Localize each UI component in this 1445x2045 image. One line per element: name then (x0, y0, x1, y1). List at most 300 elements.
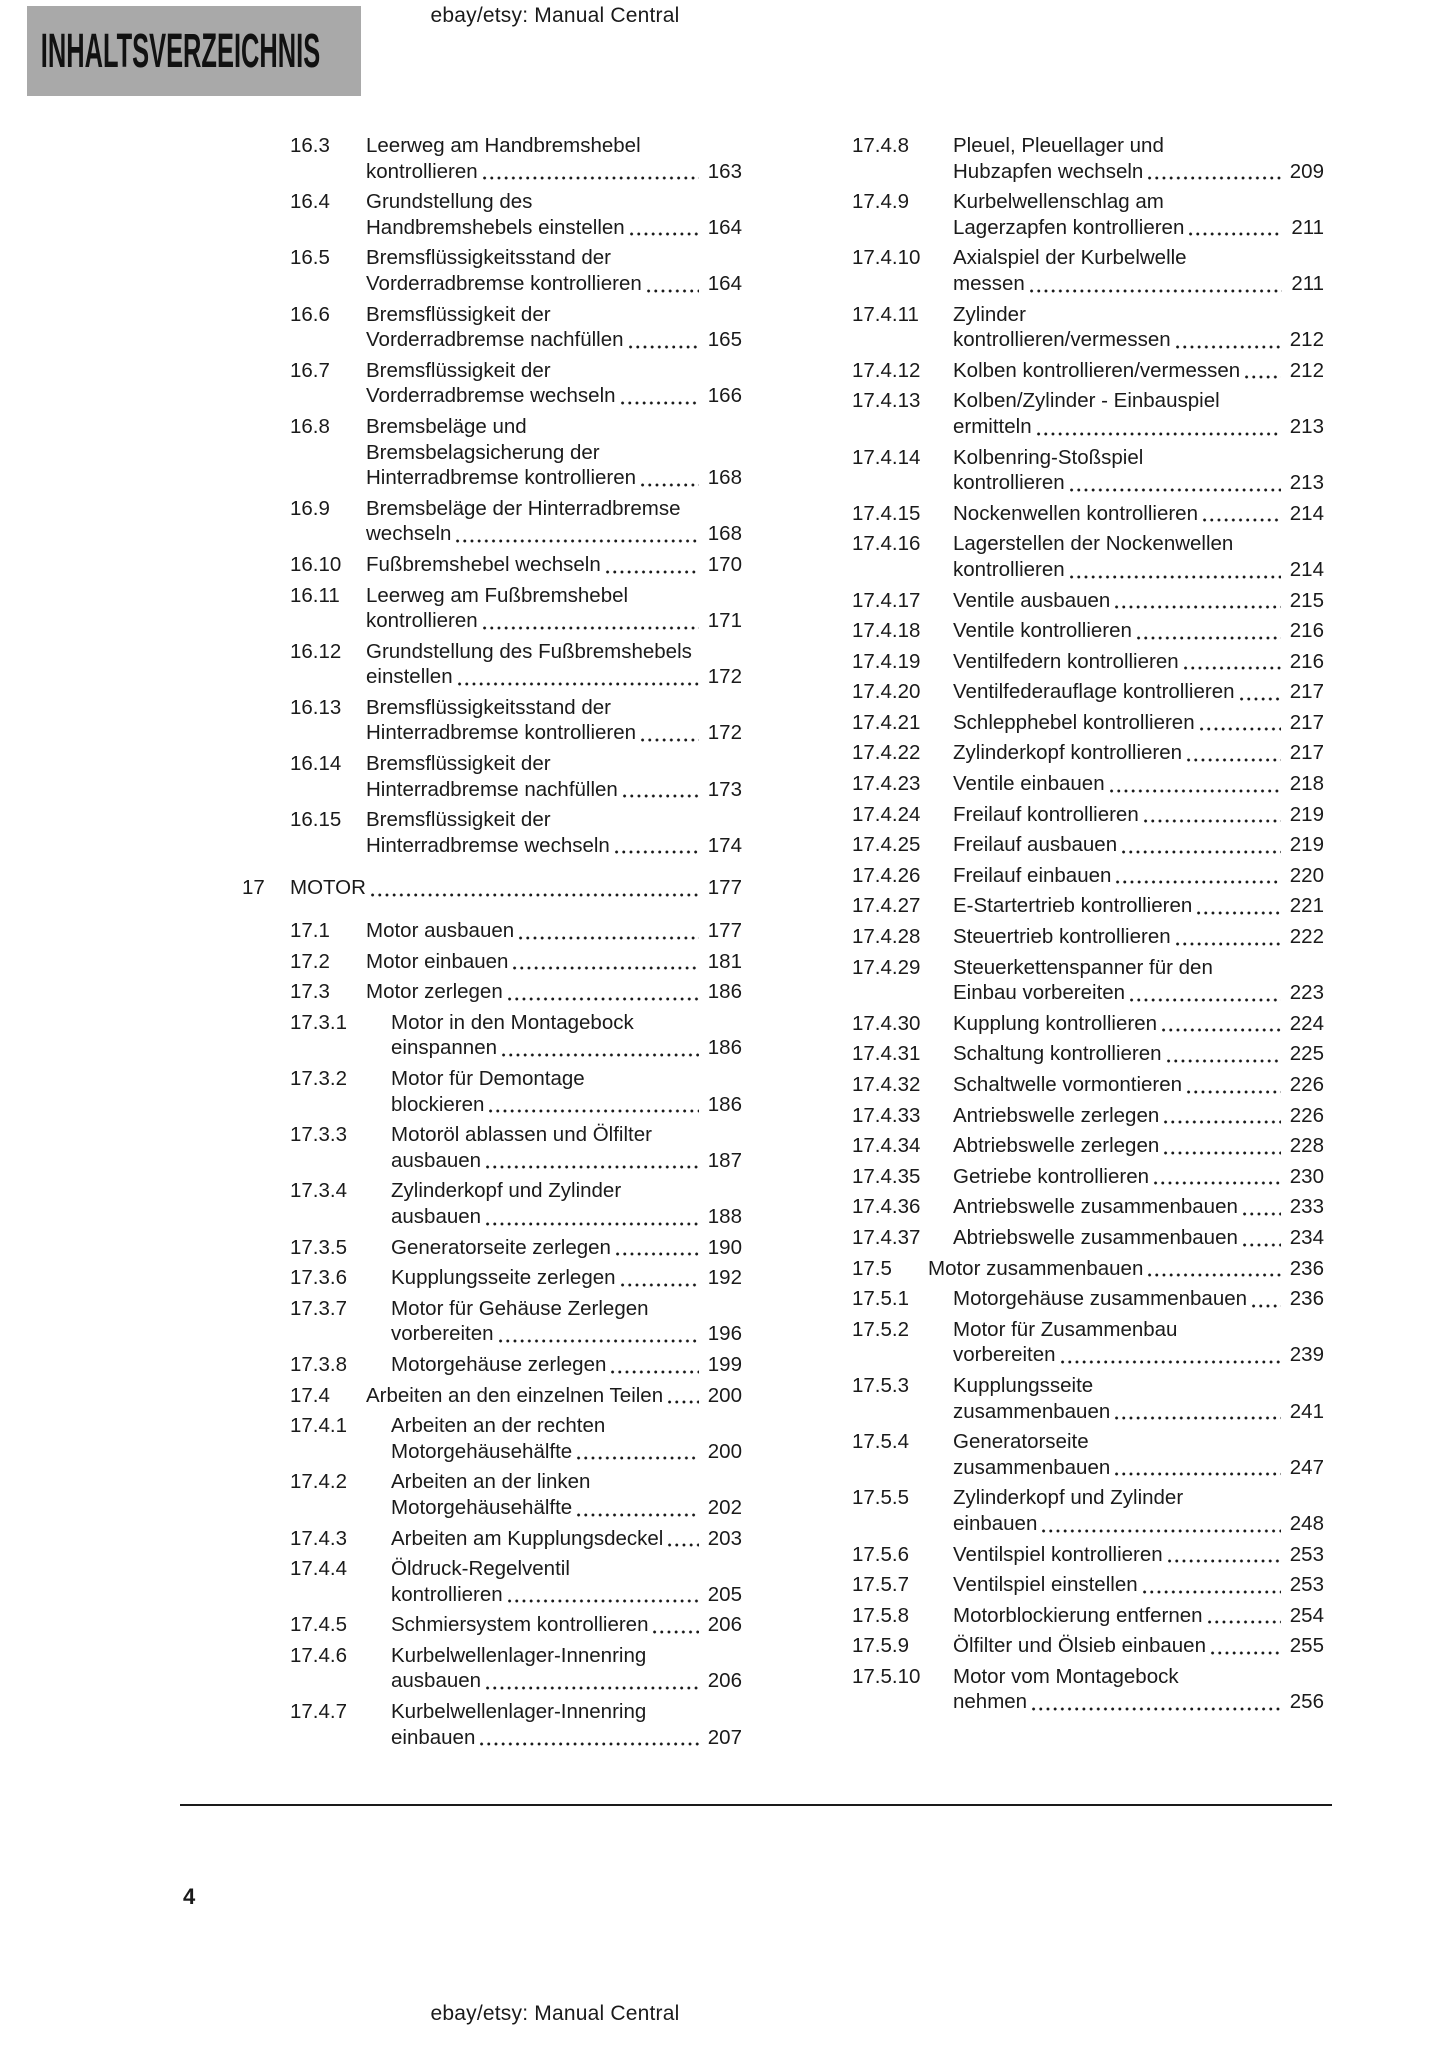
toc-entry-page: 222 (1289, 925, 1324, 949)
toc-entry (804, 358, 1324, 384)
toc-entry-page: 226 (1289, 1103, 1324, 1127)
toc-entry (242, 1469, 742, 1520)
toc-entry (242, 1413, 742, 1464)
toc-entry-title (953, 863, 1324, 889)
toc-entry-page: 203 (707, 1526, 742, 1550)
toc-entry-page: 254 (1289, 1603, 1324, 1627)
toc-entry-title (953, 1317, 1324, 1368)
toc-entry-number: 17.3.5 (290, 1235, 347, 1259)
toc-entry-text-line: Bremsflüssigkeitsstand der (366, 695, 611, 719)
toc-entry (804, 588, 1324, 614)
dot-leader (484, 1668, 699, 1694)
dot-leader (1165, 1041, 1281, 1067)
toc-entry-number: 17.4.29 (852, 955, 921, 979)
toc-entry-title (953, 358, 1324, 384)
toc-entry-number: 17.3.7 (290, 1296, 347, 1320)
toc-entry-title (391, 1352, 742, 1378)
toc-entry-text-line: Fußbremshebel wechseln (366, 552, 601, 576)
toc-entry-title (953, 1164, 1324, 1190)
toc-entry-text-line: Leerweg am Fußbremshebel (366, 583, 629, 607)
toc-entry-title (391, 1469, 742, 1520)
toc-entry (242, 1643, 742, 1694)
toc-entry-page: 236 (1289, 1256, 1324, 1280)
toc-entry-title (953, 740, 1324, 766)
dot-leader (1174, 327, 1281, 353)
toc-entry-text-line: blockieren (391, 1092, 485, 1116)
dot-leader (1185, 740, 1281, 766)
toc-entry (804, 189, 1324, 240)
toc-entry-text-line: nehmen (953, 1690, 1028, 1714)
toc-entry-text-line: ermitteln (953, 414, 1032, 438)
toc-entry-title (953, 710, 1324, 736)
toc-entry-text-line: Zylinderkopf und Zylinder (953, 1486, 1184, 1510)
toc-entry-title (953, 1041, 1324, 1067)
toc-entry-number: 17.3.1 (290, 1010, 347, 1034)
toc-entry (804, 740, 1324, 766)
toc-entry-number: 17.4.32 (852, 1073, 921, 1096)
toc-entry-text-line: Generatorseite zerlegen (391, 1235, 611, 1259)
dot-leader (454, 521, 698, 547)
toc-entry-text-line: Motorgehäuse zerlegen (391, 1352, 607, 1376)
toc-entry-number: 17.3.2 (290, 1067, 347, 1090)
toc-entry-text-line: Ventile ausbauen (953, 588, 1111, 612)
toc-entry-text-line: Zylinderkopf kontrollieren (953, 741, 1183, 765)
toc-entry-text-line: Motor für Demontage (391, 1067, 585, 1090)
toc-entry-title (953, 1633, 1324, 1659)
toc-entry-text-line: kontrollieren (366, 159, 478, 183)
toc-entry-title (366, 302, 742, 353)
toc-entry-number: 17 (242, 876, 265, 900)
toc-entry-page: 216 (1289, 619, 1324, 643)
dot-leader (517, 918, 699, 944)
toc-entry-text-line: Kupplung kontrollieren (953, 1011, 1157, 1035)
toc-entry-page: 233 (1289, 1195, 1324, 1219)
toc-entry-text-line: Freilauf ausbauen (953, 833, 1118, 857)
toc-entry-text-line: Einbau vorbereiten (953, 981, 1126, 1005)
toc-entry (242, 583, 742, 634)
toc-entry (804, 802, 1324, 828)
toc-entry-number: 17.4.34 (852, 1134, 921, 1158)
toc-entry-page: 219 (1289, 802, 1324, 826)
toc-entry (242, 807, 742, 858)
toc-entry-text-line: kontrollieren (953, 557, 1065, 581)
toc-entry-number: 16.14 (290, 752, 342, 776)
dot-leader (511, 949, 698, 975)
toc-entry-text-line: kontrollieren (391, 1582, 503, 1606)
toc-entry-text-line: Abtriebswelle zerlegen (953, 1134, 1160, 1158)
dot-leader (1108, 771, 1281, 797)
toc-entry-text-line: Ventilfederauflage kontrollieren (953, 680, 1235, 704)
toc-entry-number: 17.4.31 (852, 1042, 921, 1066)
toc-entry-text-line: Kupplungsseite zerlegen (391, 1266, 616, 1290)
toc-entry-page: 218 (1289, 772, 1324, 796)
toc-entry (804, 302, 1324, 353)
dot-leader (1182, 649, 1281, 675)
toc-entry-title (953, 1603, 1324, 1629)
toc-entry (804, 245, 1324, 296)
toc-entry-title (391, 1235, 742, 1261)
toc-entry-page: 199 (707, 1352, 742, 1376)
toc-entry-page: 172 (707, 721, 742, 745)
toc-entry-title (290, 875, 742, 901)
toc-entry-text-line: Bremsbeläge der Hinterradbremse (366, 496, 681, 520)
toc-entry-text-line: Kurbelwellenlager-Innenring (391, 1643, 647, 1667)
dot-leader (1166, 1542, 1281, 1568)
toc-entry-number: 16.5 (290, 246, 330, 270)
toc-entry-page: 177 (707, 919, 742, 943)
toc-entry (242, 979, 742, 1005)
toc-entry-title (391, 1066, 742, 1117)
toc-entry (242, 552, 742, 578)
toc-entry-page: 187 (707, 1148, 742, 1172)
toc-entry-text-line: Kolben/Zylinder - Einbauspiel (953, 389, 1220, 413)
toc-entry-text-line: Steuertrieb kontrollieren (953, 925, 1171, 949)
toc-entry-text-line: Hinterradbremse kontrollieren (366, 466, 637, 490)
toc-entry-number: 17.4.1 (290, 1414, 347, 1438)
toc-entry-title (953, 1664, 1324, 1715)
toc-entry-number: 16.3 (290, 134, 330, 157)
toc-entry-page: 247 (1289, 1455, 1324, 1479)
toc-entry-page: 213 (1289, 471, 1324, 495)
toc-entry-page: 165 (707, 328, 742, 352)
toc-entry-number: 17.5.6 (852, 1542, 909, 1566)
toc-entry-text-line: Bremsbeläge und (366, 414, 527, 438)
toc-entry-page: 174 (707, 833, 742, 857)
toc-entry (804, 501, 1324, 527)
toc-entry-number: 17.5.10 (852, 1664, 921, 1688)
toc-entry (804, 531, 1324, 582)
dot-leader (478, 1725, 698, 1751)
toc-entry-title (391, 1010, 742, 1061)
toc-entry-page: 172 (707, 665, 742, 689)
toc-entry-title (953, 302, 1324, 353)
toc-entry-number: 17.5.2 (852, 1317, 909, 1341)
toc-entry-page: 248 (1289, 1511, 1324, 1535)
toc-entry (804, 1011, 1324, 1037)
toc-entry-title (953, 1286, 1324, 1312)
toc-entry-page: 228 (1289, 1134, 1324, 1158)
toc-entry-text-line: Bremsflüssigkeitsstand der (366, 246, 611, 270)
toc-entry-text-line: Ventilspiel kontrollieren (953, 1542, 1163, 1566)
toc-entry-page: 168 (707, 522, 742, 546)
toc-entry (242, 1296, 742, 1347)
toc-entry (804, 955, 1324, 1006)
toc-entry (804, 1572, 1324, 1598)
dot-leader (1114, 863, 1280, 889)
toc-entry-number: 17.5.4 (852, 1430, 909, 1454)
toc-entry-number: 17.3.3 (290, 1123, 347, 1147)
dot-leader (1195, 893, 1281, 919)
toc-entry-page: 168 (707, 466, 742, 490)
toc-entry-title (953, 1103, 1324, 1129)
toc-entry-number: 17.4.30 (852, 1011, 921, 1035)
toc-entry (804, 388, 1324, 439)
toc-entry-text-line: Hinterradbremse kontrollieren (366, 721, 637, 745)
toc-entry-text-line: Grundstellung des (366, 190, 533, 214)
toc-entry (804, 618, 1324, 644)
page-title: INHALTSVERZEICHNIS (40, 24, 321, 78)
toc-entry (242, 949, 742, 975)
toc-entry-text-line: vorbereiten (953, 1343, 1056, 1367)
toc-entry-text-line: Motor einbauen (366, 949, 509, 973)
dot-leader (1040, 1511, 1280, 1537)
dot-leader (1068, 470, 1281, 496)
toc-entry-number: 16.6 (290, 302, 330, 326)
toc-entry-text-line: Generatorseite (953, 1430, 1089, 1454)
toc-entry-page: 220 (1289, 863, 1324, 887)
toc-entry-title (953, 1133, 1324, 1159)
toc-entry-page: 207 (707, 1725, 742, 1749)
toc-entry (242, 496, 742, 547)
dot-leader (1243, 358, 1281, 384)
toc-entry-number: 16.4 (290, 190, 330, 214)
toc-entry-title (391, 1178, 742, 1229)
toc-entry-title (953, 893, 1324, 919)
toc-entry-number: 17.2 (290, 949, 330, 973)
toc-entry-title (953, 802, 1324, 828)
toc-entry-number: 17.4.17 (852, 588, 921, 612)
toc-entry (804, 1072, 1324, 1098)
dot-leader (456, 664, 699, 690)
toc-entry-title (953, 588, 1324, 614)
dot-leader (1160, 1011, 1281, 1037)
toc-entry-number: 17.4.24 (852, 802, 921, 826)
toc-entry-number: 17.4.35 (852, 1164, 921, 1188)
toc-entry-text-line: Leerweg am Handbremshebel (366, 134, 641, 157)
toc-entry (804, 1603, 1324, 1629)
toc-entry (804, 1164, 1324, 1190)
toc-entry-number: 17.3.4 (290, 1179, 347, 1203)
toc-entry-text-line: Bremsflüssigkeit der (366, 808, 551, 832)
toc-entry (804, 1256, 1324, 1282)
dot-leader (1198, 710, 1281, 736)
toc-entry-title (953, 189, 1324, 240)
dot-leader (1174, 924, 1281, 950)
toc-entry-text-line: Ventilfedern kontrollieren (953, 649, 1179, 673)
toc-entry-number: 17.4.2 (290, 1470, 347, 1494)
dot-leader (645, 271, 699, 297)
toc-entry (804, 133, 1324, 184)
toc-entry (804, 1542, 1324, 1568)
dot-leader (613, 833, 699, 859)
toc-entry (804, 649, 1324, 675)
toc-entry-title (391, 1612, 742, 1638)
toc-entry-page: 219 (1289, 833, 1324, 857)
toc-entry-title (366, 133, 742, 184)
toc-entry-text-line: Motorgehäusehälfte (391, 1495, 573, 1519)
toc-entry-page: 200 (707, 1439, 742, 1463)
dot-leader (666, 1383, 699, 1409)
dot-leader (639, 720, 699, 746)
toc-entry-text-line: Motoröl ablassen und Ölfilter (391, 1123, 652, 1147)
toc-entry-page: 234 (1289, 1225, 1324, 1249)
toc-entry-title (391, 1699, 742, 1750)
toc-entry-number: 17.3 (290, 980, 330, 1004)
dot-leader (666, 1526, 698, 1552)
toc-entry-title (366, 807, 742, 858)
dot-leader (500, 1035, 699, 1061)
dot-leader (1185, 1072, 1281, 1098)
toc-entry-number: 17.4.22 (852, 741, 921, 765)
dot-leader (1201, 501, 1281, 527)
dot-leader (1030, 1689, 1281, 1715)
toc-entry (242, 1383, 742, 1409)
toc-entry-text-line: Kolben kontrollieren/vermessen (953, 358, 1241, 382)
toc-entry-text-line: Kurbelwellenlager-Innenring (391, 1700, 647, 1724)
toc-entry-page: 217 (1289, 680, 1324, 704)
toc-entry-text-line: Getriebe kontrollieren (953, 1164, 1149, 1188)
toc-entry-page: 170 (707, 552, 742, 576)
dot-leader (506, 979, 699, 1005)
toc-entry (804, 1664, 1324, 1715)
toc-entry (242, 1178, 742, 1229)
toc-entry-number: 17.5.8 (852, 1603, 909, 1627)
toc-entry-text-line: Freilauf einbauen (953, 863, 1112, 887)
dot-leader (1146, 1256, 1280, 1282)
toc-entry-number: 17.5.7 (852, 1573, 909, 1597)
toc-entry-text-line: E-Startertrieb kontrollieren (953, 894, 1193, 918)
toc-entry (242, 1122, 742, 1173)
toc-entry (804, 1633, 1324, 1659)
toc-left-column (242, 133, 742, 1755)
toc-entry-number: 17.5.5 (852, 1486, 909, 1510)
toc-entry-text-line: Nockenwellen kontrollieren (953, 501, 1198, 525)
toc-entry-text-line: Handbremshebels einstellen (366, 215, 625, 239)
toc-entry (242, 751, 742, 802)
toc-entry (242, 1235, 742, 1261)
toc-entry-title (953, 955, 1324, 1006)
toc-entry (804, 893, 1324, 919)
toc-entry-page: 216 (1289, 649, 1324, 673)
toc-entry (804, 445, 1324, 496)
toc-entry-title (953, 445, 1324, 496)
toc-entry-text-line: Ventilspiel einstellen (953, 1573, 1138, 1597)
dot-leader (1152, 1164, 1281, 1190)
dot-leader (609, 1352, 698, 1378)
toc-right-column (804, 133, 1324, 1720)
footer-page-number: 4 (183, 1884, 196, 1909)
toc-entry-title (953, 771, 1324, 797)
toc-entry-number: 17.5.9 (852, 1634, 909, 1658)
toc-entry-text-line: Ölfilter und Ölsieb einbauen (953, 1634, 1206, 1658)
dot-leader (1141, 1572, 1281, 1598)
toc-entry-page: 163 (707, 159, 742, 183)
toc-entry-page: 213 (1289, 414, 1324, 438)
toc-entry-number: 16.12 (290, 639, 342, 663)
toc-entry (804, 1103, 1324, 1129)
toc-entry-title (953, 1542, 1324, 1568)
toc-entry (804, 1485, 1324, 1536)
dot-leader (1162, 1103, 1281, 1129)
toc-entry-page: 181 (707, 949, 742, 973)
toc-entry-text-line: Schlepphebel kontrollieren (953, 710, 1195, 734)
toc-entry (804, 1429, 1324, 1480)
toc-entry-text-line: wechseln (366, 522, 452, 546)
toc-entry (804, 1194, 1324, 1220)
dot-leader (1120, 832, 1281, 858)
toc-entry-number: 17.5.3 (852, 1373, 909, 1397)
toc-entry-page: 206 (707, 1669, 742, 1693)
toc-entry-text-line: ausbauen (391, 1148, 482, 1172)
toc-entry-text-line: Hubzapfen wechseln (953, 159, 1144, 183)
toc-entry-page: 202 (707, 1495, 742, 1519)
toc-entry-number: 17.4.11 (852, 302, 919, 326)
toc-entry (804, 1317, 1324, 1368)
toc-entry-page: 253 (1289, 1542, 1324, 1566)
toc-entry-text-line: Arbeiten an den einzelnen Teilen (366, 1383, 664, 1407)
toc-entry-title (953, 1225, 1324, 1251)
toc-entry-number: 16.10 (290, 552, 342, 576)
toc-entry-title (953, 1194, 1324, 1220)
toc-entry-page: 164 (707, 271, 742, 295)
toc-entry-number: 17.4.3 (290, 1526, 347, 1550)
toc-entry (242, 358, 742, 409)
toc-entry-page: 217 (1289, 741, 1324, 765)
toc-entry-title (953, 832, 1324, 858)
toc-entry-page: 188 (707, 1204, 742, 1228)
toc-entry-text-line: Motorblockierung entfernen (953, 1603, 1203, 1627)
toc-entry-title (366, 1383, 742, 1409)
toc-entry (242, 695, 742, 746)
toc-entry (242, 302, 742, 353)
toc-entry-text-line: Vorderradbremse wechseln (366, 384, 616, 408)
toc-entry-text-line: Abtriebswelle zusammenbauen (953, 1225, 1238, 1249)
toc-entry-title (366, 189, 742, 240)
toc-entry-number: 17.4.28 (852, 925, 921, 949)
toc-entry-page: 211 (1291, 271, 1324, 295)
dot-leader (1035, 414, 1281, 440)
toc-entry-text-line: Arbeiten am Kupplungsdeckel (391, 1526, 664, 1550)
toc-entry-page: 255 (1289, 1634, 1324, 1658)
toc-entry-title (366, 979, 742, 1005)
page-header-title: ebay/etsy: Manual Central (430, 4, 680, 27)
dot-leader (614, 1235, 699, 1261)
toc-entry-number: 17.4.12 (852, 358, 921, 382)
toc-entry-number: 17.4.37 (852, 1225, 921, 1249)
toc-entry (242, 1066, 742, 1117)
toc-entry-number: 17.4.33 (852, 1103, 921, 1127)
toc-entry-title (366, 583, 742, 634)
dot-leader (1068, 557, 1281, 583)
toc-entry-page: 206 (707, 1613, 742, 1637)
toc-title-box (27, 6, 361, 96)
toc-entry-title (366, 496, 742, 547)
toc-entry-title (953, 133, 1324, 184)
toc-entry-title (366, 918, 742, 944)
toc-entry-text-line: Motor in den Montagebock (391, 1010, 634, 1034)
toc-entry-text-line: Vorderradbremse kontrollieren (366, 271, 642, 295)
dot-leader (628, 215, 699, 241)
toc-entry-title (391, 1265, 742, 1291)
toc-entry-number: 17.4.20 (852, 680, 921, 704)
toc-entry-page: 256 (1289, 1690, 1324, 1714)
toc-entry-title (953, 649, 1324, 675)
toc-entry-text-line: Motor vom Montagebock (953, 1664, 1179, 1688)
dot-leader (1206, 1603, 1281, 1629)
dot-leader (1250, 1286, 1281, 1312)
toc-entry-text-line: Axialspiel der Kurbelwelle (953, 246, 1187, 270)
toc-entry-page: 225 (1289, 1042, 1324, 1066)
toc-entry-page: 209 (1289, 159, 1324, 183)
toc-entry-number: 17.4.4 (290, 1557, 347, 1581)
dot-leader (1059, 1342, 1281, 1368)
toc-entry-title (953, 679, 1324, 705)
toc-entry-page: 224 (1289, 1011, 1324, 1035)
toc-entry-text-line: MOTOR (290, 876, 366, 900)
toc-entry-text-line: Kurbelwellenschlag am (953, 190, 1164, 214)
toc-entry-text-line: Steuerkettenspanner für den (953, 955, 1213, 979)
dot-leader (639, 465, 699, 491)
